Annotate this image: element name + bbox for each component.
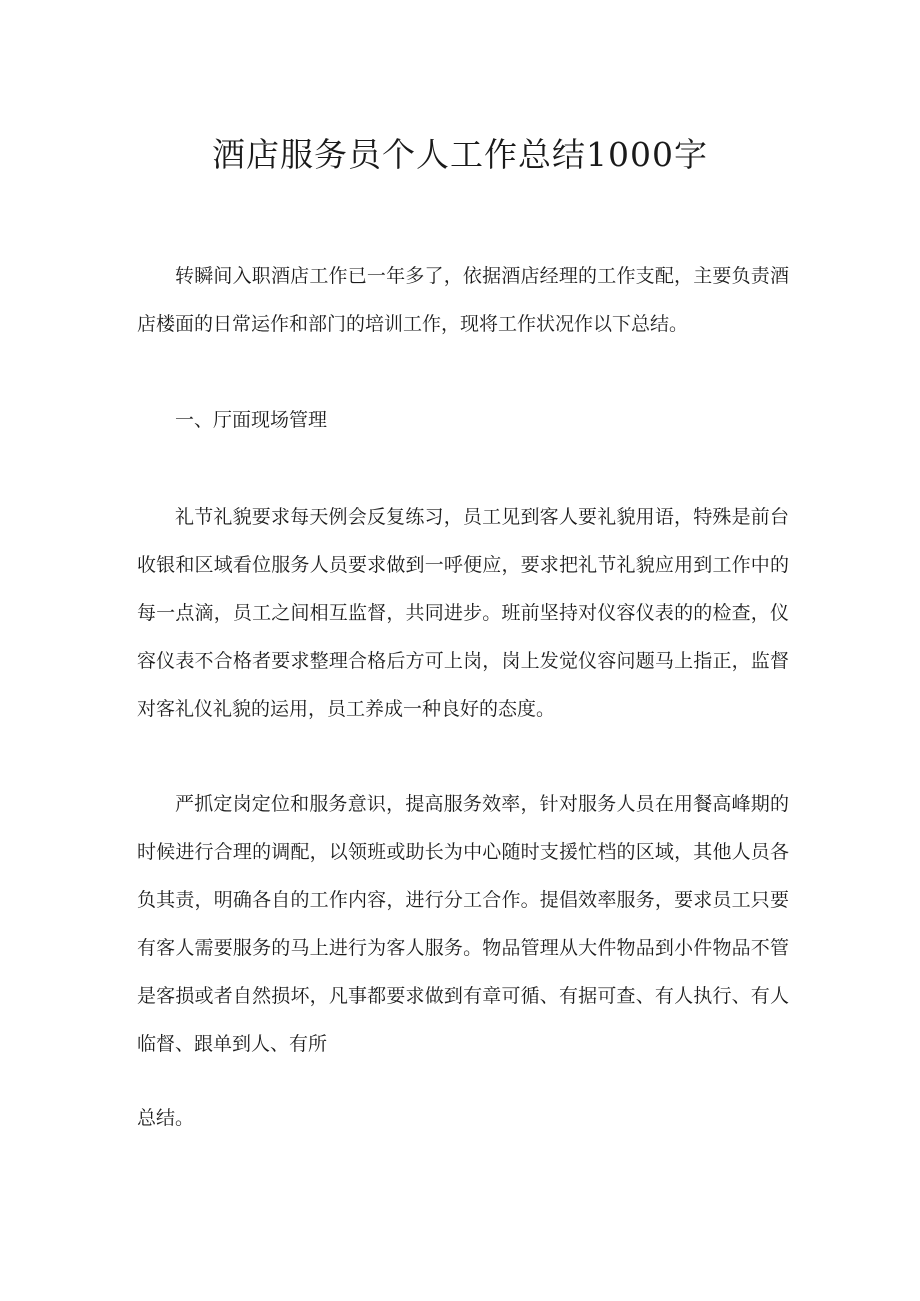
closing-text: 总结。 <box>137 1107 195 1129</box>
intro-paragraph: 转瞬间入职酒店工作已一年多了，依据酒店经理的工作支配，主要负责酒店楼面的日常运作和部门的培训工作，现将工作状况作以下总结。 <box>137 265 789 335</box>
courtesy-paragraph: 礼节礼貌要求每天例会反复练习，员工见到客人要礼貌用语，特殊是前台收银和区域看位服务人员要求做到一呼便应，要求把礼节礼貌应用到工作中的每一点滴，员工之间相互监督，共同进步。班前坚持对仪容仪表的的检查，仪容仪表不合格者要求整理合格后方可上岗，岗上发觉仪容问题马上指正，监督对客礼仪礼貌的运用，员工养成一种良好的态度。 <box>137 506 789 720</box>
section-heading: 一、厅面现场管理 <box>175 409 328 431</box>
document-title: 酒店服务员个人工作总结1000字 <box>212 135 708 174</box>
efficiency-paragraph: 严抓定岗定位和服务意识，提高服务效率，针对服务人员在用餐高峰期的时候进行合理的调配，以领班或助长为中心随时支援忙档的区域，其他人员各负其责，明确各自的工作内容，进行分工合作。提倡效率服务，要求员工只要有客人需要服务的马上进行为客人服务。物品管理从大件物品到小件物品不管是客损或者自然损坏，凡事都要求做到有章可循、有据可查、有人执行、有人临督、跟单到人、有所 <box>137 793 789 1055</box>
